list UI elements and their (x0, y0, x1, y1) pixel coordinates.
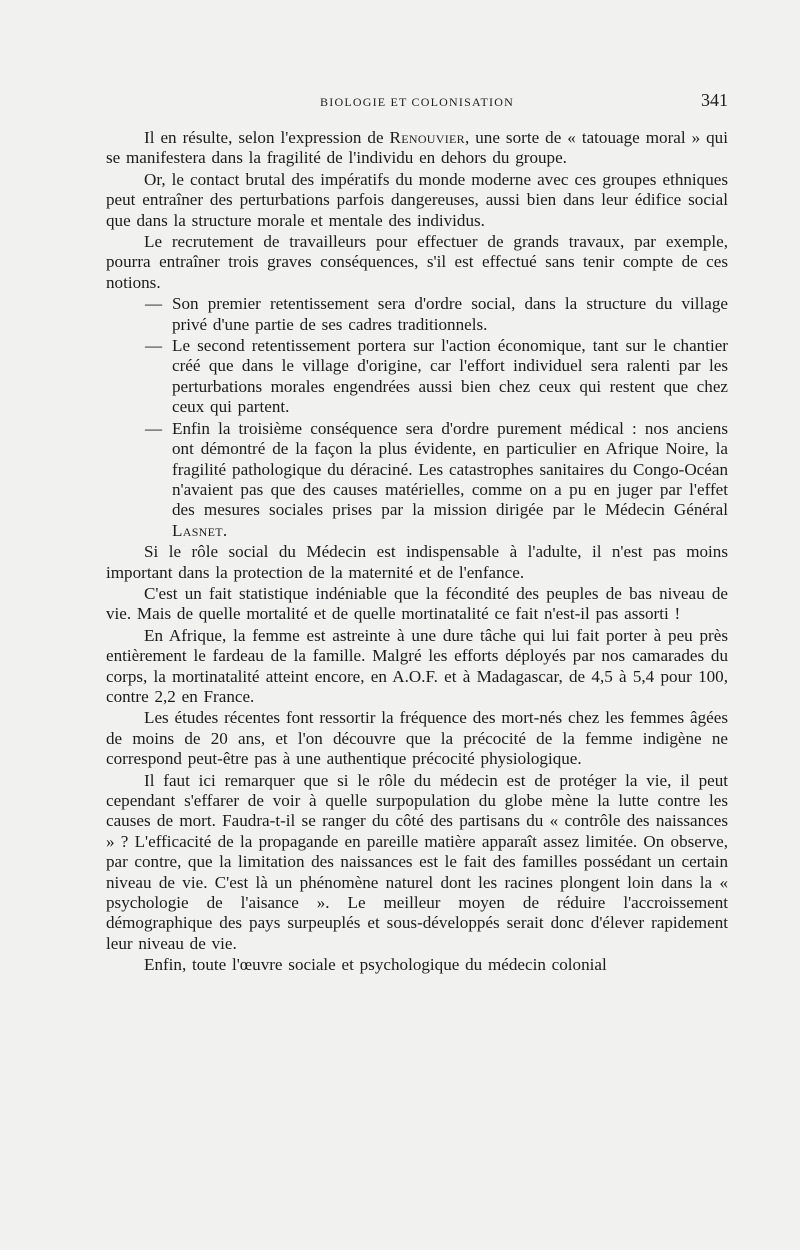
list-item (106, 294, 728, 335)
list-item-text: Le second retentissement portera sur l'action économique, tant sur le chantier créé que dans le village d'origine, car l'effort individuel sera ralenti par les perturbations morales engendrées aussi bien chez ceux qui restent que chez ceux qui partent. (172, 336, 728, 417)
paragraph (106, 128, 728, 169)
list-item-text: Enfin la troisième conséquence sera d'ordre purement médical : nos anciens ont démontré de la façon la plus évidente, en particulier en Afrique Noire, la fragilité pathologique du déraciné. Les catastrophes sanitaires du Congo-Océan n'avaient pas que des causes matérielles, comme on a pu en juger par l'effet des mesures sociales prises par la mission dirigée par le Médecin Général (172, 418, 728, 520)
list-item-text: . (222, 520, 228, 540)
running-head (106, 92, 728, 114)
paragraph: Les études récentes font ressortir la fréquence des mort-nés chez les femmes âgées de moins de 20 ans, et l'on découvre que la précocité de la femme indigène ne correspond peut-être pas à une authentique précocité physiologique. (106, 708, 728, 769)
author-name: Renouvier (389, 128, 465, 147)
paragraph-text: Il en résulte, selon l'expression de (144, 128, 390, 147)
body-text (106, 128, 728, 976)
dash-mark: — (145, 294, 163, 314)
paragraph: Il faut ici remarquer que si le rôle du médecin est de protéger la vie, il peut cependant s'effarer de voir à quelle surpopulation du globe mène la lutte contre les causes de mort. Faudra-t-il se ranger du côté des partisans du « contrôle des naissances » ? L'efficacité de la propagande en pareille matière apparaît assez limitée. On observe, par contre, que la limitation des naissances est le fait des familles possédant un certain niveau de vie. C'est là un phénomène naturel dont les racines plongent loin dans la « psychologie de l'aisance ». Le meilleur moyen de réduire l'accroissement démographique des pays surpeuplés et sous-développés serait donc d'élever rapidement leur niveau de vie. (106, 770, 728, 953)
dash-mark: — (145, 418, 163, 438)
list-item (106, 336, 728, 418)
dash-mark: — (145, 336, 163, 356)
paragraph: Enfin, toute l'œuvre sociale et psychologique du médecin colonial (144, 955, 607, 975)
list-item (106, 419, 728, 541)
paragraph-text: , une sorte de « tatouage moral » qui se manifestera dans la fragilité de l'individu en dehors du groupe. (106, 128, 728, 168)
running-title: BIOLOGIE ET COLONISATION (320, 95, 514, 109)
page-number: 341 (701, 90, 728, 110)
paragraph: Or, le contact brutal des impératifs du monde moderne avec ces groupes ethniques peut entraîner des perturbations parfois dangereuses, aussi bien dans leur édifice social que dans la structure morale et mentale des individus. (106, 169, 728, 230)
author-name: Lasnet (172, 520, 223, 540)
paragraph: En Afrique, la femme est astreinte à une dure tâche qui lui fait porter à peu près entièrement le fardeau de la famille. Malgré les efforts déployés par nos camarades du corps, la mortinatalité atteint encore, en A.O.F. et à Madagascar, de 4,5 à 5,4 pour 100, contre 2,2 en France. (106, 625, 728, 706)
paragraph: C'est un fait statistique indéniable que la fécondité des peuples de bas niveau de vie. Mais de quelle mortalité et de quelle mortinatalité ce fait n'est-il pas assorti ! (106, 583, 728, 624)
paragraph: Si le rôle social du Médecin est indispensable à l'adulte, il n'est pas moins important dans la protection de la maternité et de l'enfance. (106, 542, 728, 582)
list-item-text: Son premier retentissement sera d'ordre social, dans la structure du village privé d'une partie de ses cadres traditionnels. (172, 294, 728, 334)
paragraph: Le recrutement de travailleurs pour effectuer de grands travaux, par exemple, pourra entraîner trois graves conséquences, s'il est effectué sans tenir compte de ces notions. (106, 232, 728, 292)
